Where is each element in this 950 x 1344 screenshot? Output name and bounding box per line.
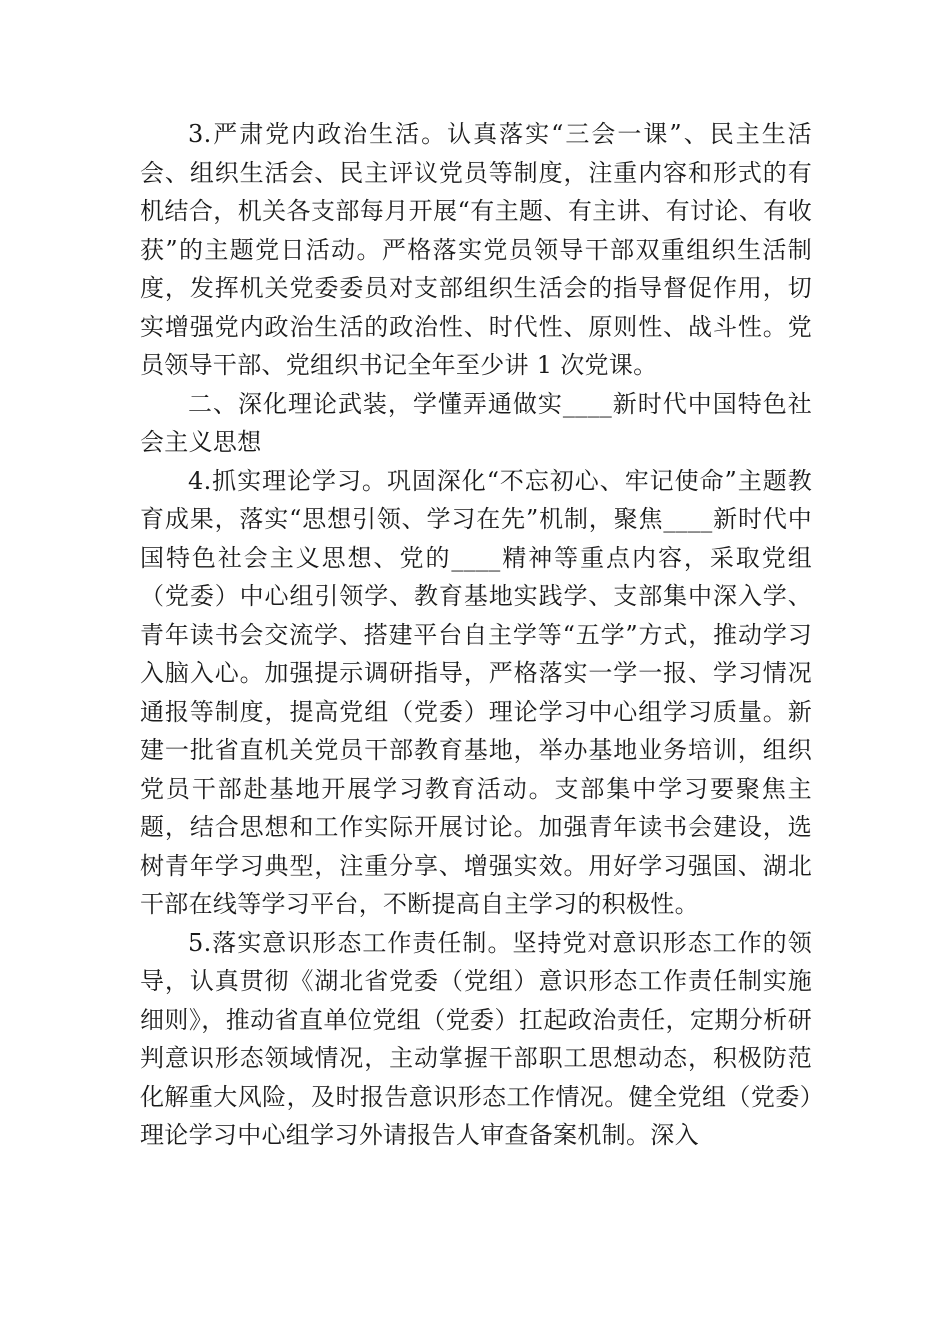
- paragraph-item-3: 3.严肃党内政治生活。认真落实“三会一课”、民主生活会、组织生活会、民主评议党员等制度，注重内容和形式的有机结合，机关各支部每月开展“有主题、有主讲、有讨论、有收获”的主题党日活动。严格落实党员领导干部双重组织生活制度，发挥机关党委委员对支部组织生活会的指导督促作用，切实增强党内政治生活的政治性、时代性、原则性、战斗性。党员领导干部、党组织书记全年至少讲 1 次党课。: [140, 120, 812, 379]
- paragraph-item-5: 5.落实意识形态工作责任制。坚持党对意识形态工作的领导，认真贯彻《湖北省党委（党组）意识形态工作责任制实施细则》，推动省直单位党组（党委）扛起政治责任，定期分析研判意识形态领域情况，主动掌握干部职工思想动态，积极防范化解重大风险，及时报告意识形态工作情况。健全党组（党委）理论学习中心组学习外请报告人审查备案机制。深入: [140, 928, 812, 1149]
- section-heading-2: 二、深化理论武装，学懂弄通做实____新时代中国特色社会主义思想: [140, 389, 812, 456]
- paragraph-item-4: 4.抓实理论学习。巩固深化“不忘初心、牢记使命”主题教育成果，落实“思想引领、学习在先”机制，聚焦____新时代中国特色社会主义思想、党的____精神等重点内容，采取党组（党委）中心组引领学、教育基地实践学、支部集中深入学、青年读书会交流学、搭建平台自主学等“五学”方式，推动学习入脑入心。加强提示调研指导，严格落实一学一报、学习情况通报等制度，提高党组（党委）理论学习中心组学习质量。新建一批省直机关党员干部教育基地，举办基地业务培训，组织党员干部赴基地开展学习教育活动。支部集中学习要聚焦主题，结合思想和工作实际开展讨论。加强青年读书会建设，选树青年学习典型，注重分享、增强实效。用好学习强国、湖北干部在线等学习平台，不断提高自主学习的积极性。: [140, 466, 812, 918]
- document-body: [140, 115, 812, 1155]
